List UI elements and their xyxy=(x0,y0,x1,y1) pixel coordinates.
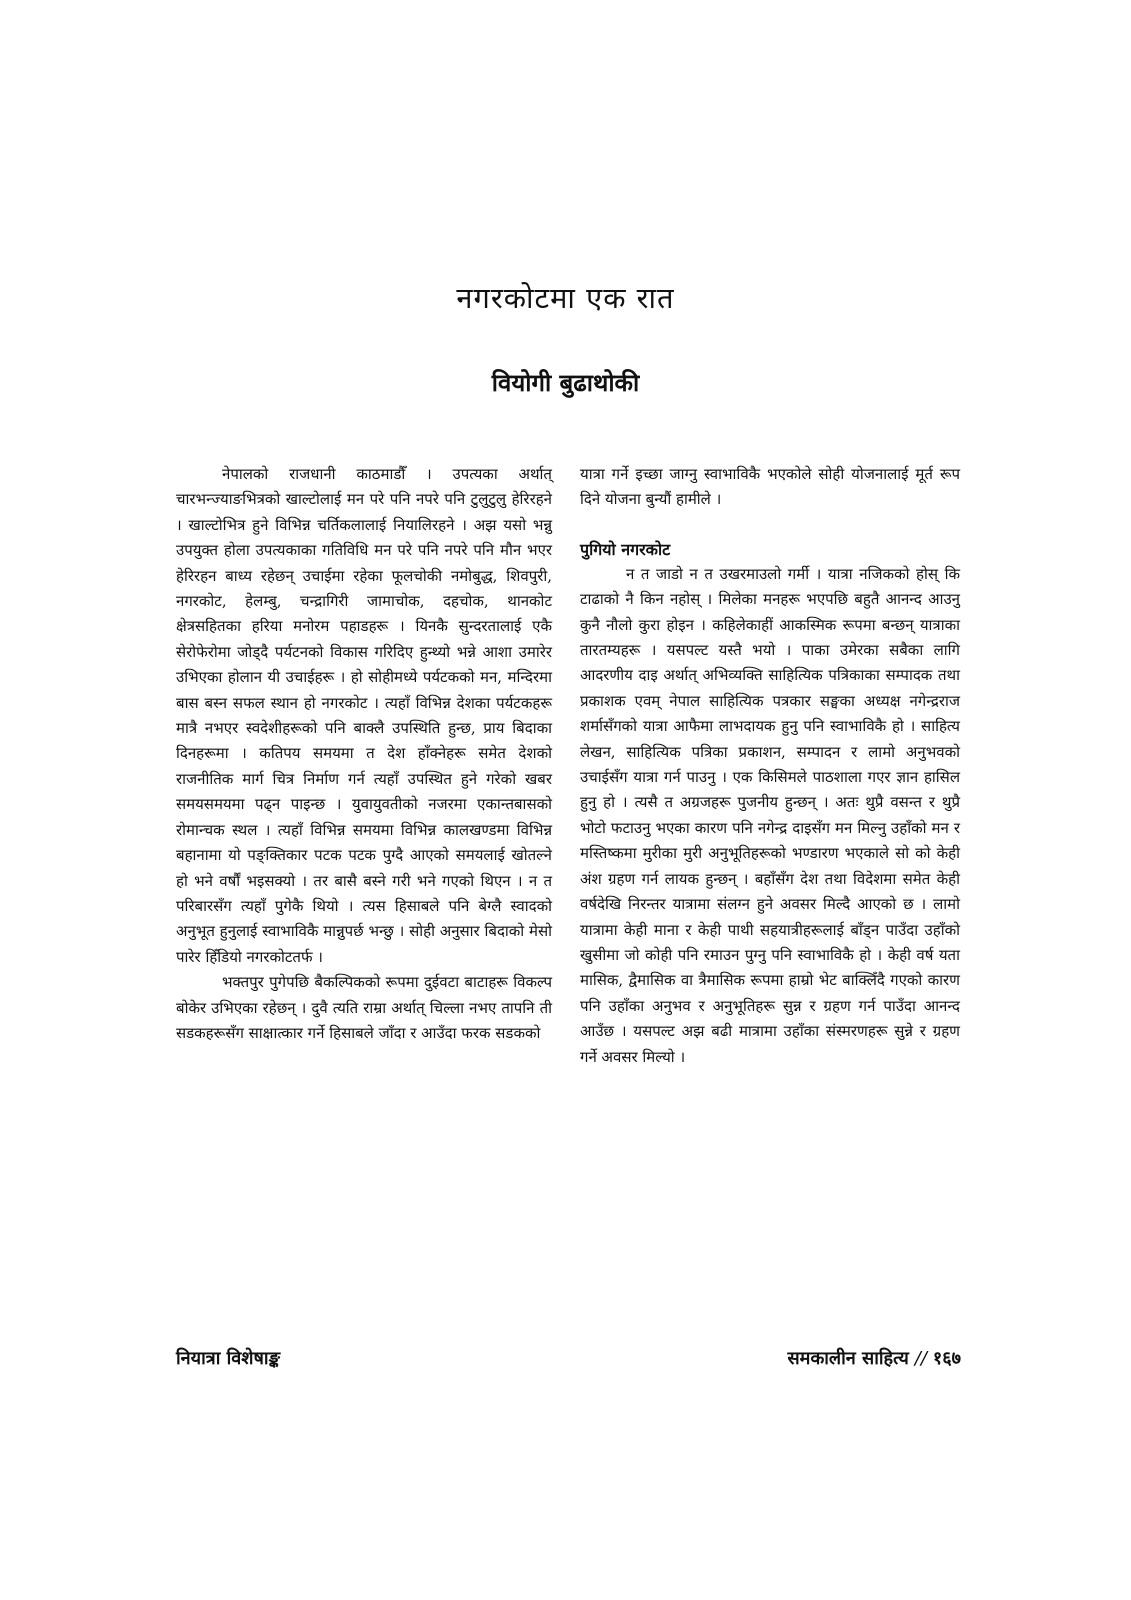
footer-separator: // xyxy=(914,1348,927,1369)
body-paragraph-3: न त जाडो न त उखरमाउलो गर्मी । यात्रा नजिकको होस् कि टाढाको नै किन नहोस् । मिलेका मनहरू भएपछि बहुतै आनन्द आउनु कुनै नौलो कुरा होइन । कहिलेकाहीं आकस्मिक रूपमा बन्छन् यात्राका तारतम्यहरू । यसपल्ट यस्तै भयो । पाका उमेरका सबैका लागि आदरणीय दाइ अर्थात् अभिव्यक्ति साहित्यिक पत्रिकाका सम्पादक तथा प्रकाशक एवम् नेपाल साहित्यिक पत्रकार सङ्घका अध्यक्ष नगेन्द्रराज शर्मासँगको यात्रा आफैमा लाभदायक हुनु पनि स्वाभाविकै हो । साहित्य लेखन, साहित्यिक पत्रिका प्रकाशन, सम्पादन र लामो अनुभवको उचाईसँग यात्रा गर्न पाउनु । एक किसिमले पाठशाला गएर ज्ञान हासिल हुनु हो । त्यसै त अग्रजहरू पुजनीय हुन्छन् । अतः थुप्रै वसन्त र थुप्रै भोटो फटाउनु भएका कारण पनि नगेन्द्र दाइसँग मन मिल्नु उहाँको मन र मस्तिष्कमा मुरीका मुरी अनुभूतिहरूको भण्डारण भएकाले सो को केही अंश ग्रहण गर्न लायक हुन्छन् । बहाँसँग देश तथा विदेशमा समेत केही वर्षदेखि निरन्तर यात्रामा संलग्न हुने अवसर मिल्दै आएको छ । लामो यात्रामा केही माना र केही पाथी सहयात्रीहरूलाई बाँड्न पाउँदा उहाँको खुसीमा जो कोही पनि रमाउन पुग्नु पनि स्वाभाविकै हो । केही वर्ष यता मासिक, द्वैमासिक वा त्रैमासिक रूपमा हाम्रो भेट बाक्लिँदै गएको कारण पनि उहाँका अनुभव र अनुभूतिहरू सुन्न र ग्रहण गर्न पाउँदा आनन्द आउँछ । यसपल्ट अझ बढी मात्रामा उहाँका संस्मरणहरू सुन्ने र ग्रहण गर्ने अवसर मिल्यो । xyxy=(580,564,960,1066)
right-column xyxy=(580,462,960,1070)
footer-issue-label: नियात्रा विशेषाङ्क xyxy=(176,1348,280,1369)
section-heading: पुगियो नगरकोट xyxy=(580,539,671,559)
footer-journal-name: समकालीन साहित्य xyxy=(787,1348,909,1369)
article-author: वियोगी बुढाथोकी xyxy=(491,369,640,397)
body-paragraph-continuation: यात्रा गर्ने इच्छा जाग्नु स्वाभाविकै भएकोले सोही योजनालाई मूर्त रूप दिने योजना बुन्यौं हामीले । xyxy=(580,465,960,509)
footer-journal xyxy=(788,1346,961,1370)
left-column xyxy=(176,462,552,1046)
page-number: १६७ xyxy=(932,1348,961,1369)
article-title: नगरकोटमा एक रात xyxy=(456,281,675,315)
body-paragraph-1: नेपालको राजधानी काठमाडौँ । उपत्यका अर्थात् चारभन्ज्याङभित्रको खाल्टोलाई मन परे पनि नपरे पनि टुलुटुलु हेरिरहने । खाल्टोभित्र हुने विभिन्न चर्तिकलालाई नियालिरहने । अझ यसो भन्नु उपयुक्त होला उपत्यकाका गतिविधि मन परे पनि नपरे पनि मौन भएर हेरिरहन बाध्य रहेछन् उचाईमा रहेका फूलचोकी नमोबुद्ध, शिवपुरी, नगरकोट, हेलम्बु, चन्द्रागिरी जामाचोक, दहचोक, थानकोट क्षेत्रसहितका हरिया मनोरम पहाडहरू । यिनकै सुन्दरतालाई एकै सेरोफेरोमा जोड्दै पर्यटनको विकास गरिदिए हुन्थ्यो भन्ने आशा उमारेर उभिएका होलान यी उचाईहरू । हो सोहीमध्ये पर्यटकको मन, मन्दिरमा बास बस्न सफल स्थान हो नगरकोट । त्यहाँ विभिन्न देशका पर्यटकहरू मात्रै नभएर स्वदेशीहरूको पनि बाक्लै उपस्थिति हुन्छ, प्राय बिदाका दिनहरूमा । कतिपय समयमा त देश हाँक्नेहरू समेत देशको राजनीतिक मार्ग चित्र निर्माण गर्न त्यहाँ उपस्थित हुने गरेको खबर समयसमयमा पढ्न पाइन्छ । युवायुवतीको नजरमा एकान्तबासको रोमान्चक स्थल । त्यहाँ विभिन्न समयमा विभिन्न कालखण्डमा विभिन्न बहानामा यो पङ्क्तिकार पटक पटक पुग्दै आएको समयलाई खोतल्ने हो भने वर्षौं भइसक्यो । तर बासै बस्ने गरी भने गएको थिएन । न त परिबारसँग त्यहाँ पुगेकै थियो । त्यस हिसाबले पनि बेग्लै स्वादको अनुभूत हुनुलाई स्वाभाविकै मान्नुपर्छ भन्छु । सोही अनुसार बिदाको मेसो पारेर हिँडियो नगरकोटतर्फ । xyxy=(176,465,552,966)
body-paragraph-2: भक्तपुर पुगेपछि बैकल्पिकको रूपमा दुईवटा बाटाहरू विकल्प बोकेर उभिएका रहेछन् । दुवै त्यति राम्रा अर्थात् चिल्ला नभए तापनि ती सडकहरूसँग साक्षात्कार गर्ने हिसाबले जाँदा र आउँदा फरक सडकको xyxy=(176,973,552,1042)
